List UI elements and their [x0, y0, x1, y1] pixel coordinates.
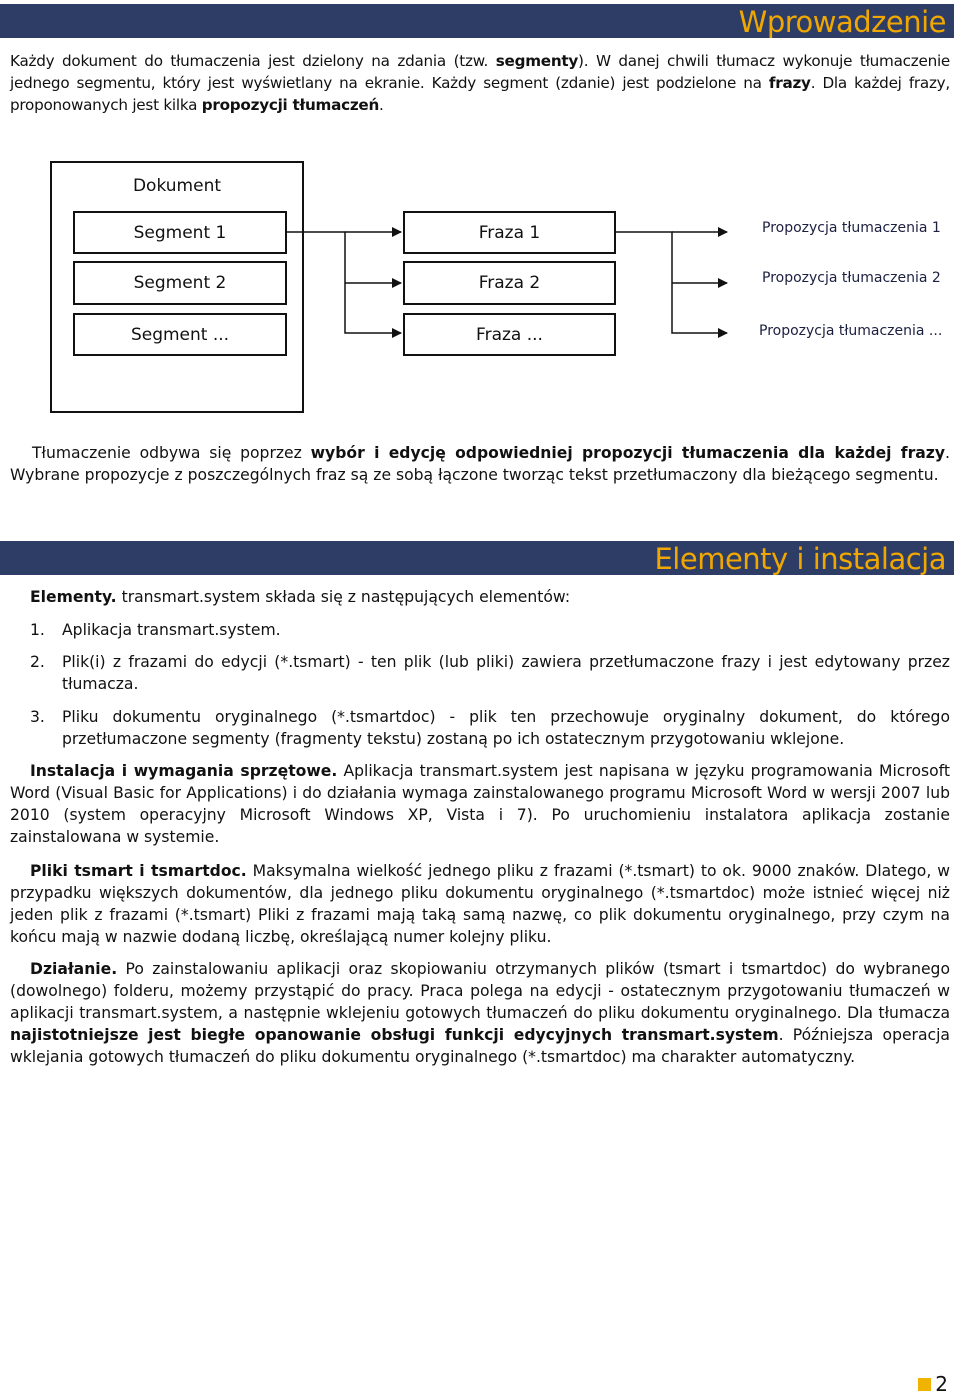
- install-text: Aplikacja transmart.system jest napisana w języku programowania Microsoft Word (Visual Basic for Applications) i do działania wymaga zainstalowanego programu Microsoft Word w wersji 2007 lub 2010 (system operacyjny Microsoft Windows XP, Vista i 7). Po uruchomieniu instalatora aplikacja zostanie zainstalowana w systemie.: [10, 762, 950, 846]
- proposal-3: Propozycja tłumaczenia ...: [759, 323, 943, 339]
- intro-bold-3: propozycji tłumaczeń: [201, 96, 380, 114]
- list-item-3: [30, 706, 950, 750]
- phrase-box-3: Fraza ...: [403, 313, 616, 356]
- translation-paragraph: [10, 442, 950, 486]
- action-text-1: Po zainstalowaniu aplikacji oraz skopiowaniu otrzymanych plików (tsmart i tsmartdoc) do wybranego (dowolnego) folderu, możemy przystąpić do pracy. Praca polega na edycji - ostatecznym przygotowaniu tłumaczeń w aplikacji transmart.system, a następnie wklejeniu gotowych tłumaczeń do pliku dokumentu oryginalnego. Dla tłumacza: [10, 960, 950, 1022]
- page-accent-square: [918, 1378, 931, 1391]
- phrase-box-2: Fraza 2: [403, 261, 616, 305]
- elements-intro: [30, 586, 930, 608]
- connector-arrows: [0, 0, 960, 420]
- segment-box-1: Segment 1: [73, 211, 287, 254]
- translation-text-1: Tłumaczenie odbywa się poprzez: [32, 444, 311, 462]
- files-paragraph: [10, 860, 950, 948]
- section-header-bar-2: [0, 541, 954, 575]
- proposal-1: Propozycja tłumaczenia 1: [762, 220, 941, 236]
- list-num-1: 1.: [30, 621, 45, 639]
- section-title-intro: Wprowadzenie: [738, 5, 946, 39]
- translation-text-2: . Wybrane propozycje z poszczególnych fraz są ze sobą łączone tworząc tekst przetłumaczony dla bieżącego segmentu.: [10, 444, 950, 484]
- section-title-elements: Elementy i instalacja: [654, 542, 946, 576]
- files-text: Maksymalna wielkość jednego pliku z frazami (*.tsmart) to ok. 9000 znaków. Dlatego, w przypadku większych dokumentów, dla jednego pliku dokumentu oryginalnego (*.tsmartdoc) może istnieć więcej niż jeden plik z frazami (*.tsmart) Pliki z frazami mają taką samą nazwę, co plik dokumentu oryginalnego, przy czym na końcu mają w nazwie dodaną liczbę, określającą numer kolejny pliku.: [10, 862, 950, 946]
- segment-box-3: Segment ...: [73, 313, 287, 356]
- intro-bold-2: frazy: [768, 74, 811, 92]
- action-bold-1: Działanie.: [30, 960, 118, 978]
- segment-box-2: Segment 2: [73, 261, 287, 305]
- list-num-2: 2.: [30, 653, 45, 671]
- action-text-2: . Późniejsza operacja wklejania gotowych tłumaczeń do pliku dokumentu oryginalnego (*.tsmartdoc) ma charakter automatyczny.: [10, 1026, 950, 1066]
- intro-text-2: ). W danej chwili tłumacz wykonuje tłumaczenie jednego segmentu, który jest wyświetlany na ekranie. Każdy segment (zdanie) jest podzielone na: [10, 52, 951, 92]
- list-text-3: Pliku dokumentu oryginalnego (*.tsmartdoc) - plik ten przechowuje oryginalny dokument, do którego przetłumaczone segmenty (fragmenty tekstu) zostaną po ich ostatecznym przygotowaniu wklejone.: [62, 708, 950, 748]
- install-bold: Instalacja i wymagania sprzętowe.: [30, 762, 338, 780]
- phrase-box-1: Fraza 1: [403, 211, 616, 254]
- elements-text: transmart.system składa się z następujących elementów:: [116, 588, 571, 606]
- proposal-2: Propozycja tłumaczenia 2: [762, 270, 941, 286]
- page-number: [918, 1372, 948, 1396]
- document-label: Dokument: [132, 176, 222, 196]
- intro-text-3: . Dla każdej frazy, proponowanych jest kilka: [10, 74, 950, 114]
- intro-bold-1: segmenty: [495, 52, 579, 70]
- action-paragraph: [10, 958, 950, 1068]
- list-text-1: Aplikacja transmart.system.: [62, 621, 281, 639]
- list-num-3: 3.: [30, 708, 45, 726]
- elements-bold: Elementy.: [30, 588, 117, 606]
- action-bold-2: najistotniejsze jest biegłe opanowanie obsługi funkcji edycyjnych transmart.system: [10, 1026, 779, 1044]
- translation-bold: wybór i edycję odpowiedniej propozycji tłumaczenia dla każdej frazy: [310, 444, 946, 462]
- list-text-2: Plik(i) z frazami do edycji (*.tsmart) - ten plik (lub pliki) zawiera przetłumaczone frazy i jest edytowany przez tłumacza.: [62, 653, 950, 693]
- list-item-2: [30, 651, 950, 695]
- intro-text-4: .: [379, 96, 384, 114]
- list-item-1: [30, 619, 950, 641]
- install-paragraph: [10, 760, 950, 848]
- intro-text-1: Każdy dokument do tłumaczenia jest dzielony na zdania (tzw.: [10, 52, 496, 70]
- page-number-text: 2: [935, 1372, 948, 1396]
- files-bold: Pliki tsmart i tsmartdoc.: [30, 862, 247, 880]
